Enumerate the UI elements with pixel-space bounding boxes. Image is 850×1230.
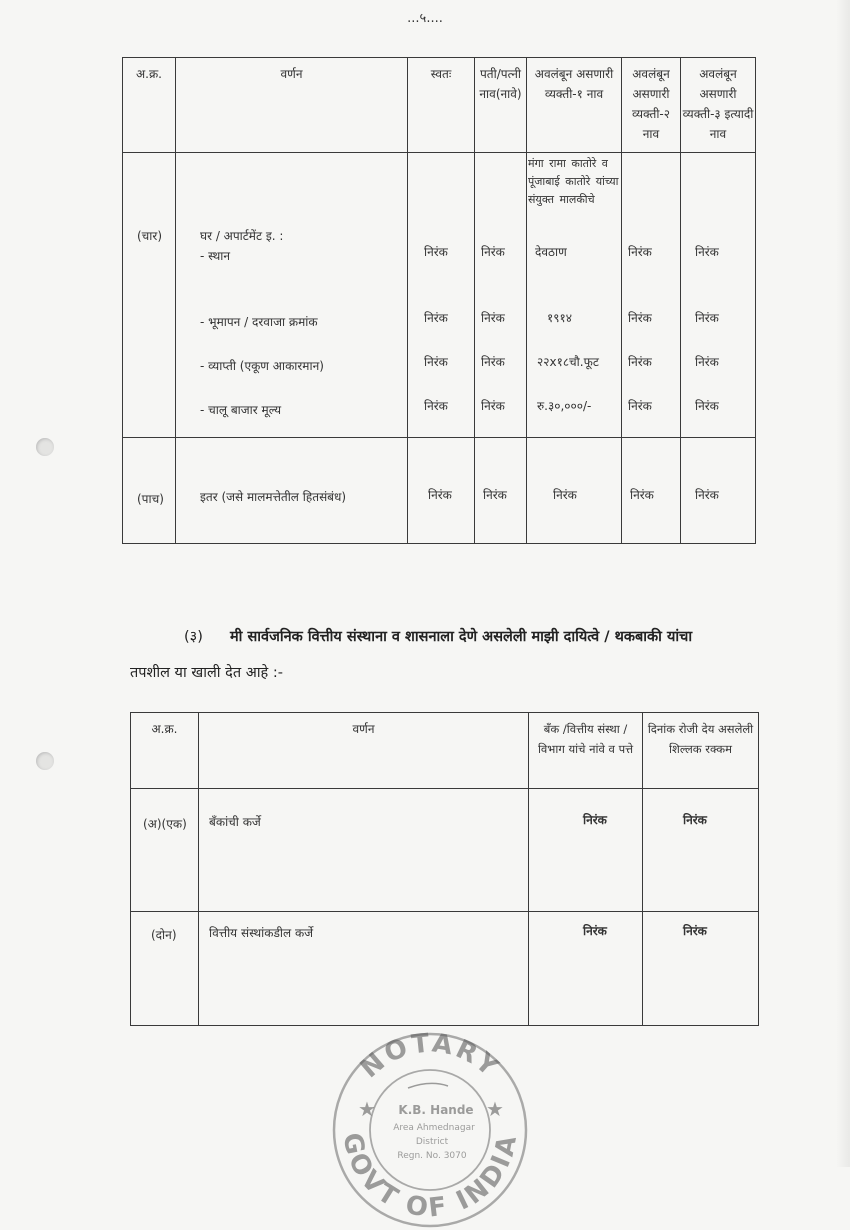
row-sr: (दोन) <box>151 928 177 942</box>
value: निरंक <box>683 813 707 827</box>
item-label: - भूमापन / दरवाजा क्रमांक <box>200 315 318 329</box>
header-spouse: पती/पत्नी नाव(नावे) <box>475 58 527 153</box>
table-header <box>123 58 756 153</box>
value: निरंक <box>481 399 505 413</box>
header-description: वर्णन <box>176 58 408 153</box>
section-heading-line1: मी सार्वजनिक वित्तीय संस्थाना व शासनाला देणे असलेली माझी दायित्वे / थकबाकी यांचा <box>230 629 693 645</box>
stamp-name: K.B. Hande <box>398 1103 474 1117</box>
value: निरंक <box>628 399 652 413</box>
value: निरंक <box>481 355 505 369</box>
punch-hole <box>36 438 54 456</box>
value: निरंक <box>481 311 505 325</box>
dependent-3-cell <box>681 153 756 438</box>
dependent-1-cell <box>527 438 622 544</box>
value: निरंक <box>695 355 719 369</box>
header-dependent-2: अवलंबून असणारी व्यक्ती-२ नाव <box>622 58 681 153</box>
notary-stamp <box>330 1030 530 1230</box>
item-label: - स्थान <box>200 249 231 263</box>
row-sr-cell <box>131 789 199 912</box>
row-sr: (पाच) <box>137 492 164 506</box>
table-row <box>123 438 756 544</box>
section-number: (३) <box>184 629 203 645</box>
svg-text:NOTARY <box>355 1030 505 1084</box>
header-self: स्वतः <box>408 58 475 153</box>
header-sr: अ.क्र. <box>123 58 176 153</box>
value: निरंक <box>683 924 707 938</box>
stamp-district: District <box>415 1137 449 1147</box>
dependent-3-cell <box>681 438 756 544</box>
header-dependent-1: अवलंबून असणारी व्यक्ती-१ नाव <box>527 58 622 153</box>
value: निरंक <box>628 245 652 259</box>
value: निरंक <box>695 399 719 413</box>
value: देवठाण <box>535 245 567 259</box>
value: निरंक <box>424 399 448 413</box>
section-heading-line2: तपशील या खाली देत आहे :- <box>130 665 283 681</box>
value: निरंक <box>628 311 652 325</box>
value: निरंक <box>695 488 719 502</box>
row-description-cell <box>176 153 408 438</box>
punch-hole <box>36 752 54 770</box>
row-title: घर / अपार्टमेंट इ. : <box>200 229 284 243</box>
table-row <box>123 153 756 438</box>
row-sr-cell <box>123 438 176 544</box>
institution-cell <box>529 912 643 1026</box>
signature-mark <box>408 1083 448 1088</box>
row-label: इतर (जसे मालमत्तेतील हितसंबंध) <box>200 490 347 504</box>
table-row <box>131 912 759 1026</box>
stamp-area: Area Ahmednagar <box>393 1123 475 1133</box>
row-sr: (चार) <box>137 229 162 243</box>
value: २२x१८चौ.फूट <box>537 355 599 369</box>
table-row <box>131 789 759 912</box>
value: निरंक <box>481 245 505 259</box>
row-description-cell <box>199 789 529 912</box>
liabilities-table <box>130 712 759 1026</box>
assets-table <box>122 57 756 544</box>
page-edge <box>836 0 850 1167</box>
stamp-top-text: NOTARY <box>354 1030 506 1085</box>
header-balance: दिनांक रोजी देय असलेली शिल्लक रक्कम <box>643 713 759 789</box>
item-label: - चालू बाजार मूल्य <box>200 403 282 417</box>
spouse-cell <box>475 153 527 438</box>
value: निरंक <box>424 311 448 325</box>
header-description: वर्णन <box>199 713 529 789</box>
stamp-bottom-text: GOVT OF INDIA <box>336 1130 524 1224</box>
value: निरंक <box>583 813 607 827</box>
item-label: - व्याप्ती (एकूण आकारमान) <box>200 359 324 373</box>
star-icon: ★ <box>358 1097 376 1121</box>
value: निरंक <box>695 311 719 325</box>
value: निरंक <box>424 245 448 259</box>
value: निरंक <box>628 355 652 369</box>
value: १९१४ <box>547 311 572 325</box>
value: निरंक <box>630 488 654 502</box>
stamp-reg: Regn. No. 3070 <box>397 1151 467 1161</box>
value: निरंक <box>583 924 607 938</box>
balance-cell <box>643 789 759 912</box>
dependent-2-cell <box>622 438 681 544</box>
balance-cell <box>643 912 759 1026</box>
value: रु.३०,०००/- <box>537 399 592 413</box>
value: निरंक <box>424 355 448 369</box>
self-cell <box>408 153 475 438</box>
value: निरंक <box>428 488 452 502</box>
star-icon: ★ <box>486 1097 504 1121</box>
header-institution: बँक /वित्तीय संस्था / विभाग यांचे नांवे व पत्ते <box>529 713 643 789</box>
table-header <box>131 713 759 789</box>
spouse-cell <box>475 438 527 544</box>
row-label: बँकांची कर्जे <box>209 815 261 829</box>
row-description-cell <box>199 912 529 1026</box>
value: निरंक <box>695 245 719 259</box>
row-label: वित्तीय संस्थांकडील कर्जे <box>209 926 314 940</box>
row-description-cell <box>176 438 408 544</box>
dependent-1-cell <box>527 153 622 438</box>
row-sr-cell <box>123 153 176 438</box>
page-number: ...५.... <box>407 11 443 26</box>
joint-ownership-note: मंगा रामा कातोरे व पूंजाबाई कातोरे यांच्या संयुक्त मालकीचे <box>528 157 619 206</box>
self-cell <box>408 438 475 544</box>
header-dependent-3: अवलंबून असणारी व्यक्ती-३ इत्यादी नाव <box>681 58 756 153</box>
institution-cell <box>529 789 643 912</box>
dependent-2-cell <box>622 153 681 438</box>
row-sr: (अ)(एक) <box>143 817 187 831</box>
header-sr: अ.क्र. <box>131 713 199 789</box>
value: निरंक <box>483 488 507 502</box>
row-sr-cell <box>131 912 199 1026</box>
value: निरंक <box>553 488 577 502</box>
